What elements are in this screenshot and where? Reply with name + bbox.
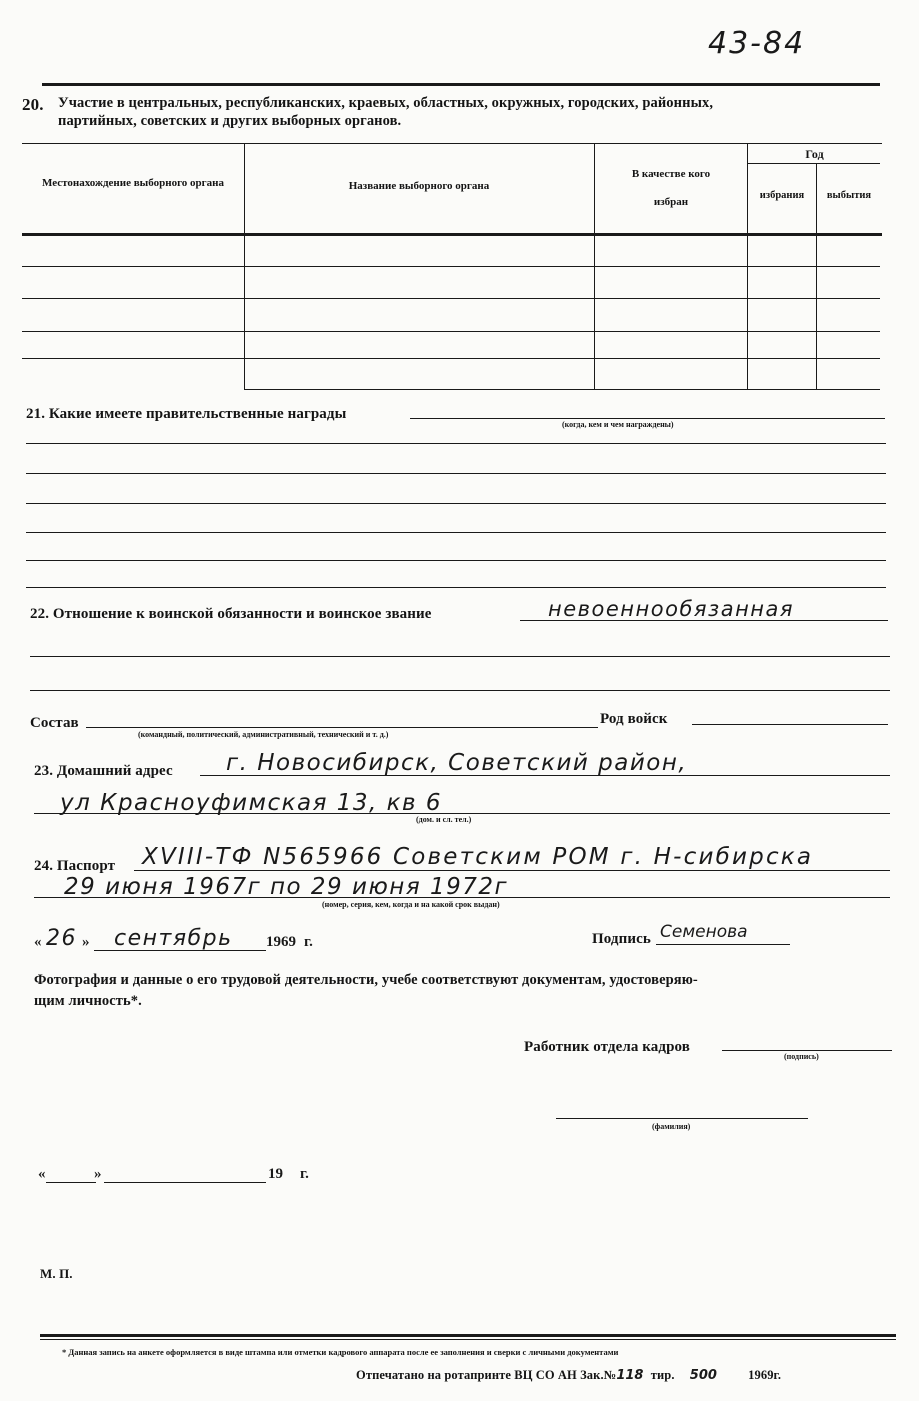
printer-year: 1969г. xyxy=(748,1368,782,1382)
table-bottom-rule xyxy=(244,389,880,390)
table-row-line xyxy=(22,331,880,332)
verification-line2: щим личность*. xyxy=(34,993,142,1009)
branch-answer-line xyxy=(692,724,888,725)
table-header-location-text: Местонахождение выборного органа xyxy=(41,177,225,189)
table-header-role xyxy=(596,160,746,216)
table-header-bottom-rule xyxy=(22,233,882,236)
section-24-label: 24. Паспорт xyxy=(34,858,116,874)
section-23-hint: (дом. и сл. тел.) xyxy=(416,815,472,824)
section-21-line xyxy=(26,532,886,533)
section-22-label: 22. Отношение к воинской обязанности и воинское звание xyxy=(30,606,432,622)
section-22-line xyxy=(30,690,890,691)
stamp-place: М. П. xyxy=(40,1266,73,1281)
section-23-answer-line-2 xyxy=(34,813,890,814)
section-24-hint: (номер, серия, кем, когда и на какой срок выдан) xyxy=(322,900,500,909)
section-21-line xyxy=(26,473,886,474)
passport-line1: XVIII-ТФ N565966 Советским РОМ г. Н-сибирска xyxy=(142,844,814,870)
section-21-line xyxy=(26,587,886,588)
section-23-answer-line xyxy=(200,775,890,776)
section-23-label: 23. Домашний адрес xyxy=(34,763,173,779)
hr-signature-line xyxy=(722,1050,892,1051)
date-year-suffix: г. xyxy=(304,934,313,950)
table-top-rule xyxy=(22,143,882,144)
printer-info xyxy=(356,1368,781,1383)
table-header-elected: избрания xyxy=(759,190,805,201)
table-header-role-text: В качестве кого избран xyxy=(631,168,711,208)
military-status-value: невоеннообязанная xyxy=(548,597,795,621)
date-month-line xyxy=(94,950,266,951)
date-close-quote: » xyxy=(82,934,90,950)
footer-rule-thin xyxy=(40,1339,896,1340)
section-24-answer-line-2 xyxy=(34,897,890,898)
hr-surname-hint: (фамилия) xyxy=(652,1122,691,1131)
signature-label: Подпись xyxy=(592,931,651,947)
section-20-number: 20. xyxy=(22,95,44,114)
table-year-rule xyxy=(748,163,880,164)
composition-hint: (командный, политический, административный, технический и т. д.) xyxy=(138,730,389,739)
branch-label: Род войск xyxy=(600,711,668,727)
blank-date xyxy=(38,1166,328,1190)
blank-date-year-suffix: г. xyxy=(300,1166,309,1182)
hr-signature-hint: (подпись) xyxy=(784,1052,819,1061)
date-year: 1969 xyxy=(266,934,296,950)
signature-line xyxy=(656,944,790,945)
section-21-hint: (когда, кем и чем награждены) xyxy=(562,420,674,429)
section-22-line xyxy=(30,656,890,657)
sheet-number: 43-84 xyxy=(708,26,806,61)
date-open-quote: « xyxy=(34,934,42,950)
hr-officer-label: Работник отдела кадров xyxy=(524,1039,690,1055)
table-header-year: Год xyxy=(805,147,824,161)
printer-run-label: тир. xyxy=(650,1368,675,1382)
table-row-line xyxy=(22,298,880,299)
blank-date-day-line xyxy=(46,1182,96,1183)
footer-rule xyxy=(40,1334,896,1337)
blank-date-close-quote: » xyxy=(94,1166,102,1182)
printer-run: 500 xyxy=(689,1368,717,1383)
section-20-text-line1: Участие в центральных, республиканских, краевых, областных, окружных, городских, районных, xyxy=(58,95,714,111)
table-header-name: Название выборного органа xyxy=(348,180,490,192)
table-row-line xyxy=(22,358,880,359)
verification-line1: Фотография и данные о его трудовой деятельности, учебе соответствуют документам, удостоверяю- xyxy=(34,972,698,988)
blank-date-year-prefix: 19 xyxy=(268,1166,283,1182)
printer-order-no: 118 xyxy=(616,1368,644,1383)
section-21-line xyxy=(26,443,886,444)
top-rule xyxy=(42,83,880,86)
printer-text: Отпечатано на ротапринте ВЦ СО АН Зак.№ xyxy=(356,1368,617,1382)
applicant-signature: Семенова xyxy=(660,922,748,942)
table-row-line xyxy=(22,266,880,267)
section-21-answer-line xyxy=(410,418,885,419)
section-22-answer-line xyxy=(520,620,888,621)
hr-surname-line xyxy=(556,1118,808,1119)
footnote: * Данная запись на анкете оформляется в виде штампа или отметки кадрового аппарата после ее заполнения и сверки с личными документами xyxy=(62,1347,619,1357)
home-address-line2: ул Красноуфимская 13, кв 6 xyxy=(60,790,443,816)
table-header-left: выбытия xyxy=(826,190,872,201)
section-21-line xyxy=(26,560,886,561)
date-month: сентябрь xyxy=(114,926,233,951)
home-address-line1: г. Новосибирск, Советский район, xyxy=(226,750,688,776)
section-21-line xyxy=(26,503,886,504)
blank-date-open-quote: « xyxy=(38,1166,46,1182)
composition-label: Состав xyxy=(30,715,79,731)
section-20-text-line2: партийных, советских и других выборных органов. xyxy=(58,113,402,129)
composition-answer-line xyxy=(86,727,598,728)
section-24-answer-line xyxy=(134,870,890,871)
table-header-location xyxy=(24,168,242,198)
date-day: 26 xyxy=(46,926,77,951)
completion-date xyxy=(34,926,324,954)
section-21-label: 21. Какие имеете правительственные награды xyxy=(26,406,347,422)
blank-date-month-line xyxy=(104,1182,266,1183)
passport-line2: 29 июня 1967г по 29 июня 1972г xyxy=(64,874,509,900)
